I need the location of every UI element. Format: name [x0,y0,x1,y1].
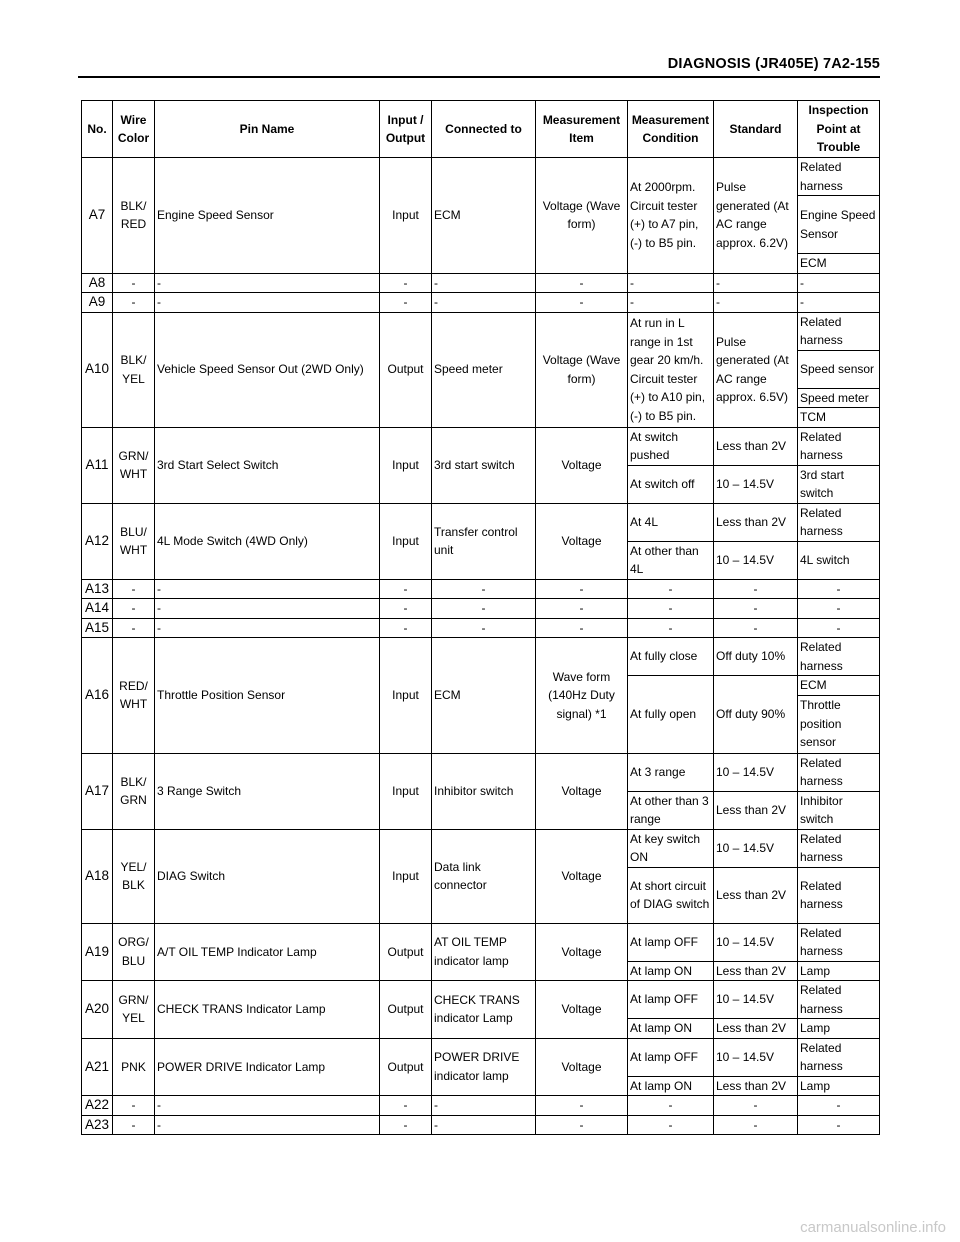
cell-no: A11 [82,427,113,503]
table-row: A8 - - - - - - - - [82,273,880,293]
col-pin: Pin Name [155,101,380,158]
cell-standard: 10 – 14.5V [714,465,798,503]
cell-inspection: TCM [798,408,880,428]
cell-standard: Less than 2V [714,791,798,829]
col-meas-item: Measurement Item [536,101,628,158]
cell-no: A10 [82,312,113,427]
col-connected: Connected to [432,101,536,158]
cell-connected: ECM [432,158,536,274]
cell-meas-cond: At other than 3 range [628,791,714,829]
cell-no: A12 [82,503,113,579]
cell-standard: Off duty 10% [714,638,798,676]
cell-standard: 10 – 14.5V [714,541,798,579]
cell-no: A8 [82,273,113,293]
page-header: DIAGNOSIS (JR405E) 7A2-155 [667,56,880,72]
cell-inspection: Related harness [798,753,880,791]
table-row [82,638,880,676]
cell-wire: GRN/ YEL [113,981,155,1039]
cell-standard: Less than 2V [714,503,798,541]
cell-inspection: Related harness [798,1038,880,1076]
cell-standard: Less than 2V [714,1076,798,1096]
cell-meas-item: Voltage [536,753,628,829]
cell-connected: AT OIL TEMP indicator lamp [432,923,536,981]
watermark: carmanualsonline.info [800,1219,946,1236]
cell-wire: YEL/ BLK [113,829,155,923]
cell-inspection: Throttle position sensor [798,695,880,753]
cell-io: Input [380,638,432,754]
cell-standard: 10 – 14.5V [714,923,798,961]
table-row: A22 - - - - - - - - [82,1096,880,1116]
cell-meas-cond: At lamp ON [628,1076,714,1096]
table-header-row [82,101,880,158]
cell-pin: Throttle Position Sensor [155,638,380,754]
col-io: Input / Output [380,101,432,158]
cell-meas-item: Voltage [536,427,628,503]
cell-meas-cond: At lamp ON [628,1019,714,1039]
cell-inspection: 3rd start switch [798,465,880,503]
cell-inspection: Related harness [798,158,880,196]
cell-meas-item: Voltage [536,1038,628,1096]
cell-wire: GRN/ WHT [113,427,155,503]
cell-inspection: Lamp [798,961,880,981]
cell-wire: RED/ WHT [113,638,155,754]
cell-no: A22 [82,1096,113,1116]
pin-table [81,100,880,1135]
table-row [82,503,880,541]
cell-no: A21 [82,1038,113,1096]
cell-no: A7 [82,158,113,274]
cell-connected: Transfer control unit [432,503,536,579]
cell-connected: 3rd start switch [432,427,536,503]
cell-pin: 3rd Start Select Switch [155,427,380,503]
cell-io: Input [380,503,432,579]
cell-meas-item: Voltage (Wave form) [536,158,628,274]
cell-no: A9 [82,293,113,313]
cell-meas-cond: At 4L [628,503,714,541]
cell-wire: PNK [113,1038,155,1096]
cell-meas-cond: At lamp ON [628,961,714,981]
cell-wire: BLK/ RED [113,158,155,274]
col-inspection: Inspection Point at Trouble [798,101,880,158]
cell-connected: Data link connector [432,829,536,923]
table-row [82,1038,880,1076]
col-no: No. [82,101,113,158]
cell-standard: Less than 2V [714,427,798,465]
cell-inspection: Related harness [798,981,880,1019]
cell-connected: CHECK TRANS indicator Lamp [432,981,536,1039]
cell-meas-cond: At run in L range in 1st gear 20 km/h. Circuit tester (+) to A10 pin, (-) to B5 pin. [628,312,714,427]
cell-meas-item: Voltage (Wave form) [536,312,628,427]
table-row [82,312,880,350]
cell-standard: 10 – 14.5V [714,829,798,867]
col-wire: Wire Color [113,101,155,158]
cell-inspection: 4L switch [798,541,880,579]
cell-no: A17 [82,753,113,829]
cell-standard: 10 – 14.5V [714,1038,798,1076]
cell-io: Output [380,981,432,1039]
table-row: A15 - - - - - - - - [82,618,880,638]
cell-pin: A/T OIL TEMP Indicator Lamp [155,923,380,981]
cell-io: Output [380,1038,432,1096]
cell-pin: POWER DRIVE Indicator Lamp [155,1038,380,1096]
table-row: A9 - - - - - - - - [82,293,880,313]
cell-meas-item: Voltage [536,981,628,1039]
cell-inspection: Lamp [798,1019,880,1039]
cell-inspection: Related harness [798,503,880,541]
cell-inspection: Related harness [798,867,880,923]
cell-io: Input [380,829,432,923]
cell-connected: POWER DRIVE indicator lamp [432,1038,536,1096]
cell-wire: BLK/ YEL [113,312,155,427]
cell-standard: Pulse generated (At AC range approx. 6.2V) [714,158,798,274]
cell-pin: 3 Range Switch [155,753,380,829]
cell-no: A16 [82,638,113,754]
cell-wire: BLU/ WHT [113,503,155,579]
table-row [82,829,880,867]
cell-inspection: ECM [798,676,880,696]
table-row [82,753,880,791]
cell-pin: DIAG Switch [155,829,380,923]
cell-meas-cond: At short circuit of DIAG switch [628,867,714,923]
table-row [82,981,880,1019]
cell-meas-item: Voltage [536,503,628,579]
cell-standard: 10 – 14.5V [714,753,798,791]
cell-inspection: Related harness [798,638,880,676]
cell-connected: Speed meter [432,312,536,427]
cell-wire: BLK/ GRN [113,753,155,829]
cell-inspection: Speed sensor [798,350,880,388]
table-row [82,923,880,961]
cell-pin: Engine Speed Sensor [155,158,380,274]
cell-io: Output [380,312,432,427]
table-row: A14 - - - - - - - - [82,599,880,619]
table-row [82,427,880,465]
cell-standard: Off duty 90% [714,676,798,754]
header-rule [78,76,880,78]
table-row: A23 - - - - - - - - [82,1115,880,1135]
cell-inspection: Related harness [798,923,880,961]
cell-inspection: Speed meter [798,388,880,408]
cell-meas-cond: At 3 range [628,753,714,791]
cell-standard: Less than 2V [714,961,798,981]
cell-wire: ORG/ BLU [113,923,155,981]
cell-io: Input [380,753,432,829]
cell-inspection: ECM [798,254,880,274]
col-standard: Standard [714,101,798,158]
table-row [82,158,880,196]
cell-meas-cond: At other than 4L [628,541,714,579]
cell-meas-cond: At lamp OFF [628,1038,714,1076]
cell-no: A20 [82,981,113,1039]
cell-inspection: Related harness [798,427,880,465]
cell-standard: 10 – 14.5V [714,981,798,1019]
cell-connected: ECM [432,638,536,754]
cell-meas-cond: At fully close [628,638,714,676]
cell-pin: Vehicle Speed Sensor Out (2WD Only) [155,312,380,427]
cell-no: A15 [82,618,113,638]
cell-meas-item: Voltage [536,923,628,981]
cell-meas-cond: At switch off [628,465,714,503]
cell-connected: Inhibitor switch [432,753,536,829]
cell-io: Input [380,427,432,503]
cell-meas-item: Wave form (140Hz Duty signal) *1 [536,638,628,754]
cell-meas-cond: At fully open [628,676,714,754]
cell-meas-cond: At 2000rpm. Circuit tester (+) to A7 pin, (-) to B5 pin. [628,158,714,274]
cell-io: Input [380,158,432,274]
cell-standard: Less than 2V [714,867,798,923]
col-meas-cond: Measurement Condition [628,101,714,158]
cell-no: A14 [82,599,113,619]
cell-meas-item: Voltage [536,829,628,923]
cell-meas-cond: At lamp OFF [628,981,714,1019]
cell-meas-cond: At switch pushed [628,427,714,465]
cell-no: A18 [82,829,113,923]
cell-standard: Less than 2V [714,1019,798,1039]
cell-no: A13 [82,579,113,599]
cell-pin: CHECK TRANS Indicator Lamp [155,981,380,1039]
cell-inspection: Related harness [798,312,880,350]
cell-inspection: Related harness [798,829,880,867]
cell-no: A19 [82,923,113,981]
cell-io: Output [380,923,432,981]
cell-meas-cond: At lamp OFF [628,923,714,961]
cell-pin: 4L Mode Switch (4WD Only) [155,503,380,579]
cell-no: A23 [82,1115,113,1135]
cell-meas-cond: At key switch ON [628,829,714,867]
cell-inspection: Lamp [798,1076,880,1096]
table-row: A13 - - - - - - - - [82,579,880,599]
cell-inspection: Inhibitor switch [798,791,880,829]
cell-standard: Pulse generated (At AC range approx. 6.5V) [714,312,798,427]
cell-inspection: Engine Speed Sensor [798,196,880,254]
